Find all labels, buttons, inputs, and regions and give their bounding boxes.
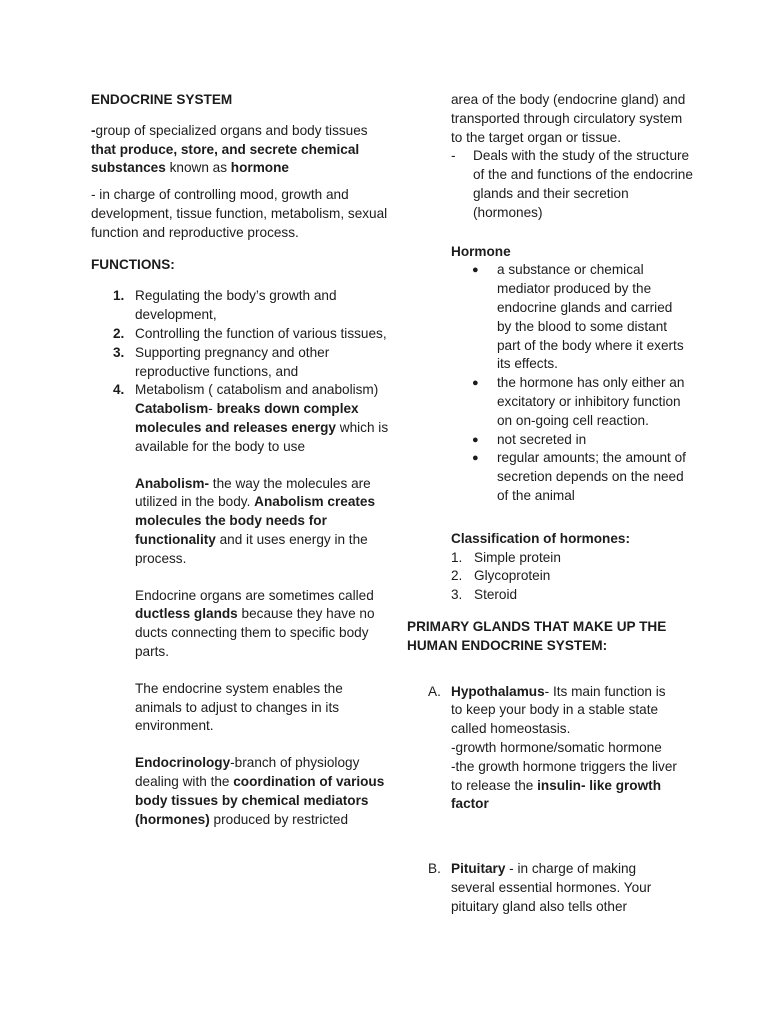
role-paragraph: - in charge of controlling mood, growth and development, tissue function, metabolism, sexual function and reproductive process. (91, 187, 388, 240)
functions-heading: FUNCTIONS: (91, 256, 175, 272)
list-item: 3. Steroid (451, 587, 518, 603)
left-column (91, 91, 391, 829)
page-title: ENDOCRINE SYSTEM (91, 92, 233, 107)
continuation-paragraph: area of the body (endocrine gland) and transported through circulatory system to the target organ or tissue. (451, 92, 686, 145)
right-column (407, 91, 697, 916)
pituitary-item: B. Pituitary - in charge of making several essential hormones. Your pituitary gland also tells other (428, 861, 652, 914)
functions-list (91, 287, 391, 400)
hypothalamus-item: A. Hypothalamus- Its main function is to keep your body in a stable state called homeostasis. -growth hormone/somatic hormone -the growth hormone triggers the liver to release the insulin- like growth factor (428, 683, 677, 812)
endocrinology-paragraph: Endocrinology-branch of physiology dealing with the coordination of various body tissues by chemical mediators (hormones) produced by restricted (135, 755, 385, 827)
ductless-paragraph: Endocrine organs are sometimes called ductless glands because they have no ducts connecting them to specific body parts. (135, 587, 375, 659)
list-item: ● not secreted in (472, 431, 587, 447)
list-item: ● the hormone has only either an excitatory or inhibitory function on on-going cell reaction. (472, 375, 685, 428)
list-item: 1. Simple protein (451, 549, 561, 565)
list-item: 1. Regulating the body’s growth and development, (113, 288, 337, 323)
classification-heading: Classification of hormones: (451, 530, 631, 546)
list-item: 2. Controlling the function of various tissues, (113, 325, 387, 341)
list-item: ● regular amounts; the amount of secretion depends on the need of the animal (472, 450, 686, 503)
list-item: 2. Glycoprotein (451, 568, 551, 584)
catabolism-paragraph: Catabolism- breaks down complex molecules and releases energy which is available for the body to use (135, 401, 389, 454)
list-item: ● a substance or chemical mediator produced by the endocrine glands and carried by the blood to some distant part of the body where it exerts its effects. (472, 262, 684, 372)
classification-list (407, 549, 697, 605)
anabolism-paragraph: Anabolism- the way the molecules are utilized in the body. Anabolism creates molecules the body needs for functionality and it uses energy in the process. (135, 475, 376, 566)
definition-paragraph: -group of specialized organs and body tissues that produce, store, and secrete chemical substances known as hormone (91, 122, 368, 176)
glands-heading: PRIMARY GLANDS THAT MAKE UP THE HUMAN ENDOCRINE SYSTEM: (407, 618, 667, 653)
hormone-heading: Hormone (451, 243, 511, 259)
adjust-paragraph: The endocrine system enables the animals to adjust to changes in its environment. (135, 680, 343, 734)
list-item: 3. Supporting pregnancy and other reproductive functions, and (113, 344, 330, 379)
hormone-bullets (407, 261, 697, 505)
list-item: 4. Metabolism ( catabolism and anabolism) (113, 382, 379, 398)
study-item: - Deals with the study of the structure of the and functions of the endocrine glands and their secretion (hormones) (451, 148, 693, 220)
